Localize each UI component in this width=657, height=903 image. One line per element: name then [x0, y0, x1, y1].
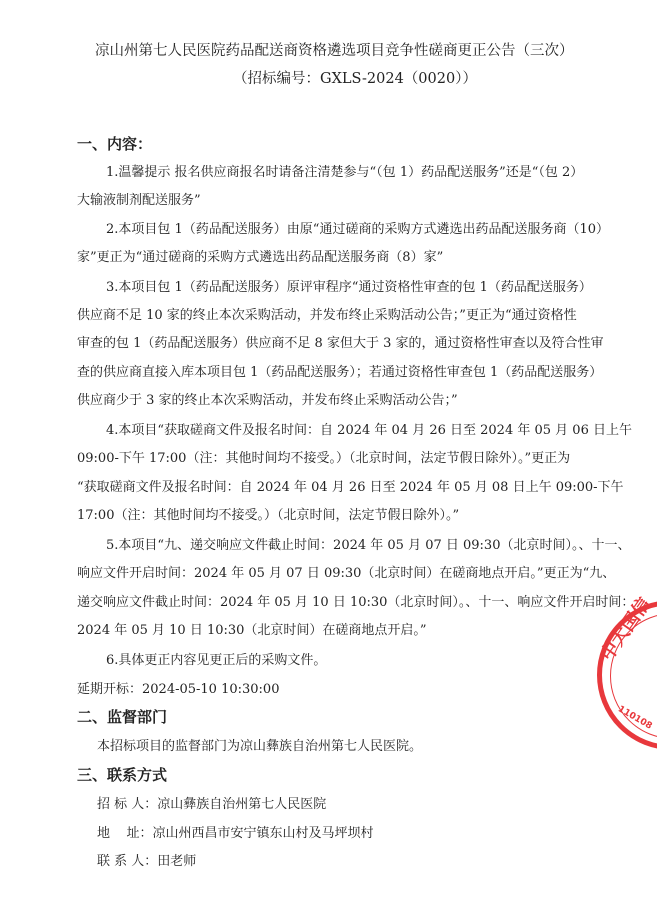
tenderer-line: 招 标 人：凉山彝族自治州第七人民医院 [97, 797, 327, 812]
content-line: 供应商少于 3 家的终止本次采购活动，并发布终止采购活动公告；” [77, 393, 458, 408]
content-line: “获取磋商文件及报名时间：自 2024 年 04 月 26 日至 2024 年 05 月 08 日上午 09:00-下午 [77, 480, 624, 495]
tender-number: （招标编号：GXLS-2024（0020）） [233, 71, 477, 87]
content-line: 3.本项目包 1（药品配送服务）原评审程序“通过资格性审查的包 1（药品配送服务） [106, 280, 592, 295]
content-line: 17:00（注：其他时间均不接受。）（北京时间，法定节假日除外）。” [77, 508, 460, 523]
contact-person-line: 联 系 人：田老师 [97, 854, 197, 869]
content-line: 家”更正为“通过磋商的采购方式遴选出药品配送服务商（8）家” [77, 250, 444, 265]
company-seal [596, 593, 657, 750]
content-line: 审查的包 1（药品配送服务）供应商不足 8 家但大于 3 家的，通过资格性审查以及符合性审 [77, 336, 604, 351]
content-line: 查的供应商直接入库本项目包 1（药品配送服务）；若通过资格性审查包 1（药品配送服务） [77, 365, 603, 380]
content-line: 6.具体更正内容见更正后的采购文件。 [106, 653, 327, 668]
content-line: 供应商不足 10 家的终止本次采购活动，并发布终止采购活动公告；”更正为“通过资格性 [77, 308, 577, 323]
content-line: 响应文件开启时间：2024 年 05 月 07 日 09:30（北京时间）在磋商地点开启。”更正为“九、 [77, 566, 616, 581]
content-line: 2.本项目包 1（药品配送服务）由原“通过磋商的采购方式遴选出药品配送服务商（10） [106, 222, 609, 237]
seal-number: 110108 [616, 704, 654, 732]
address-line: 地 址：凉山州西昌市安宁镇东山村及马坪坝村 [97, 826, 374, 841]
section-heading-supervision: 二、监督部门 [77, 708, 168, 726]
content-line: 递交响应文件截止时间：2024 年 05 月 10 日 10:30（北京时间）。、十一、响应文件开启时间： [77, 595, 635, 610]
bid-opening-date: 延期开标：2024-05-10 10:30:00 [77, 682, 280, 697]
seal-text: 中大国信 [596, 593, 656, 665]
supervision-text: 本招标项目的监督部门为凉山彝族自治州第七人民医院。 [97, 739, 423, 754]
section-heading-contact: 三、联系方式 [77, 766, 168, 784]
section-heading-content: 一、内容： [77, 135, 153, 153]
content-line: 2024 年 05 月 10 日 10:30（北京时间）在磋商地点开启。” [77, 623, 427, 638]
content-line: 大输液制剂配送服务” [77, 193, 201, 208]
content-line: 5.本项目“九、递交响应文件截止时间：2024 年 05 月 07 日 09:30（北京时间）。、十一、 [106, 538, 631, 553]
content-line: 4.本项目“获取磋商文件及报名时间：自 2024 年 04 月 26 日至 2024 年 05 月 06 日上午 [106, 423, 632, 438]
document-title: 凉山州第七人民医院药品配送商资格遴选项目竞争性磋商更正公告（三次） [95, 43, 574, 59]
content-line: 09:00-下午 17:00（注：其他时间均不接受。）（北京时间，法定节假日除外）。”更正为 [77, 451, 571, 466]
content-line: 1.温馨提示 报名供应商报名时请备注清楚参与“（包 1）药品配送服务”还是“（包 2） [106, 165, 584, 180]
